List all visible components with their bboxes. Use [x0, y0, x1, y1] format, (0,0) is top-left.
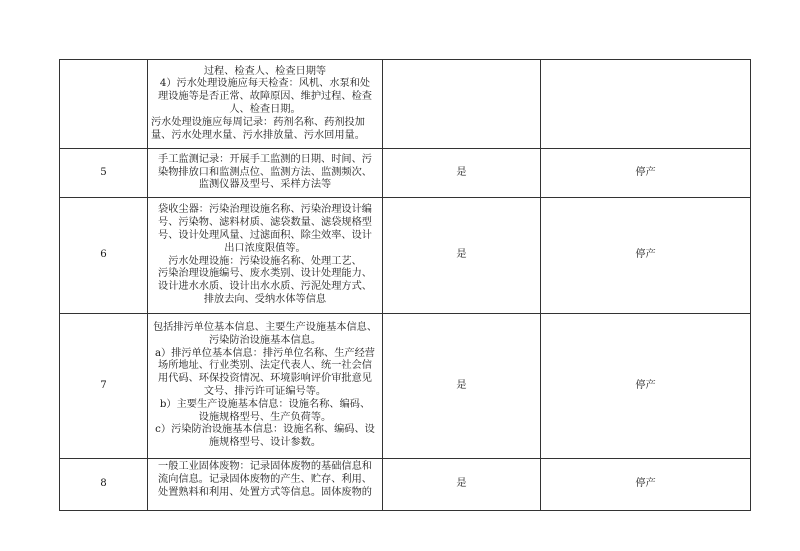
status-cell: 停产 [541, 459, 751, 511]
row-number-cell: 8 [60, 459, 148, 511]
table-row [60, 149, 751, 198]
content-paragraph: 4）污水处理设施应每天检查：风机、水泵和处 理设施等是否正常、故障原因、维护过程、检查 人、检查日期。 [158, 78, 372, 115]
content-paragraph: c）污染防治设施基本信息：设施名称、编码、设 施规格型号、设计参数。 [155, 424, 375, 449]
status-cell: 停产 [541, 149, 751, 198]
content-paragraph: b）主要生产设施基本信息：设施名称、编码、 设施规格型号、生产负荷等。 [159, 398, 371, 423]
status-cell: 停产 [541, 314, 751, 459]
compliance-cell: 是 [383, 149, 541, 198]
content-paragraph: 污水处理设施应每周记录：药剂名称、药剂投加 量、污水处理水量、污水排放量、污水回用量。 [151, 116, 365, 141]
record-content-cell [148, 198, 383, 314]
row-number-cell: 7 [60, 314, 148, 459]
compliance-cell [383, 60, 541, 149]
content-paragraph: 过程、检查人、检查日期等 [203, 65, 327, 77]
content-paragraph: a）排污单位基本信息：排污单位名称、生产经营 场所地址、行业类别、法定代表人、统一社会信 用代码、环保投资情况、环境影响评价审批意见 文号、排污许可证编号等。 [154, 347, 375, 397]
compliance-cell: 是 [383, 459, 541, 511]
content-paragraph: 污水处理设施：污染设施名称、处理工艺、 污染治理设施编号、废水类别、设计处理能力、 设计进水水质、设计出水水质、污泥处理方式、 排放去向、受纳水体等信息 [158, 255, 372, 305]
table-row [60, 459, 751, 511]
row-number-cell [60, 60, 148, 149]
table-row [60, 314, 751, 459]
content-paragraph: 手工监测记录：开展手工监测的日期、时间、污 染物排放口和监测点位、监测方法、监测频次、 监测仪器及型号、采样方法等 [158, 153, 372, 191]
record-table [59, 59, 751, 511]
row-number-cell: 6 [60, 198, 148, 314]
content-paragraph: 一般工业固体废物：记录固体废物的基础信息和 流向信息。记录固体废物的产生、贮存、利用、 处置熟料和利用、处置方式等信息。固体废物的 [158, 461, 372, 498]
record-content-cell [148, 314, 383, 459]
status-cell [541, 60, 751, 149]
record-content-cell [148, 459, 383, 511]
row-number-cell: 5 [60, 149, 148, 198]
compliance-cell: 是 [383, 198, 541, 314]
status-cell: 停产 [541, 198, 751, 314]
table-row [60, 198, 751, 314]
compliance-cell: 是 [383, 314, 541, 459]
record-content-cell [148, 149, 383, 198]
record-content-cell [148, 60, 383, 149]
content-paragraph: 袋收尘器：污染治理设施名称、污染治理设计编 号、污染物、滤料材质、滤袋数量、滤袋规格型 号、设计处理风量、过滤面积、除尘效率、设计 出口浓度限值等。 [158, 204, 372, 254]
table-row [60, 60, 751, 149]
content-paragraph: 包括排污单位基本信息、主要生产设施基本信息、 污染防治设施基本信息。 [152, 322, 378, 346]
